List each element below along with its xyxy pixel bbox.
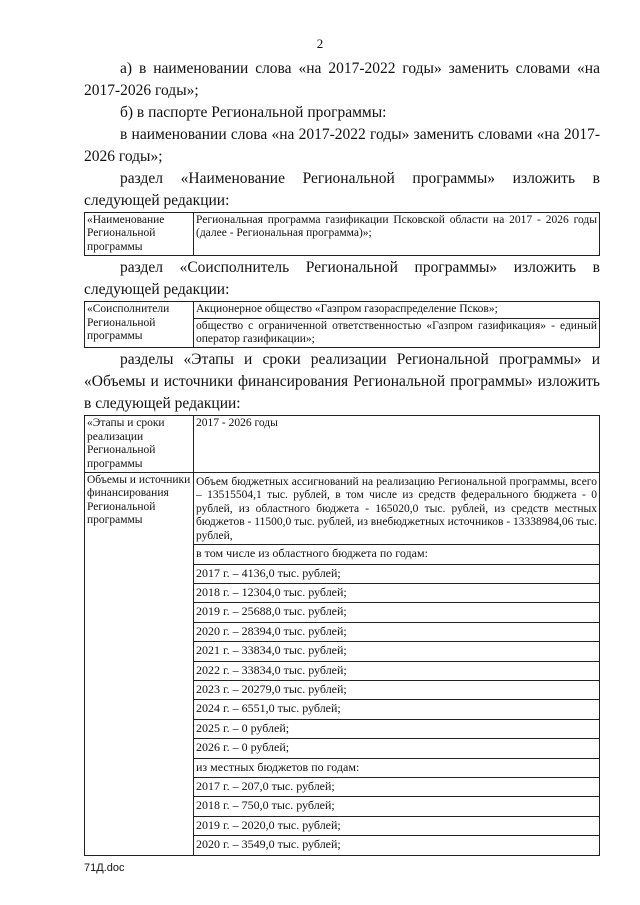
- footer-filename: 71Д.doc: [84, 862, 125, 874]
- regional-year-item: 2022 г. – 33834,0 тыс. рублей;: [194, 662, 599, 681]
- local-budget-heading: из местных бюджетов по годам:: [194, 759, 599, 778]
- table2-left-cell: «Соисполнители Региональной программы: [85, 302, 194, 348]
- paragraph-section-stages-funding: разделы «Этапы и сроки реализации Региональной программы» и «Объемы и источники финансирования Региональной программы» изложить в следующей редакции:: [84, 351, 600, 413]
- table3-funding-left: Объемы и источники финансирования Региональной программы: [85, 473, 194, 856]
- local-year-item: 2017 г. – 207,0 тыс. рублей;: [194, 778, 599, 797]
- regional-year-item: 2018 г. – 12304,0 тыс. рублей;: [194, 584, 599, 603]
- regional-year-item: 2024 г. – 6551,0 тыс. рублей;: [194, 700, 599, 719]
- regional-year-item: 2021 г. – 33834,0 тыс. рублей;: [194, 642, 599, 661]
- table-coexecutors: [84, 301, 600, 348]
- regional-year-item: 2020 г. – 28394,0 тыс. рублей;: [194, 623, 599, 642]
- table3-funding-right: [194, 473, 600, 856]
- paragraph-section-coexecutor: раздел «Соисполнитель Региональной программы» изложить в следующей редакции:: [84, 259, 600, 299]
- paragraph-a: а) в наименовании слова «на 2017-2022 годы» заменить словами «на 2017-2026 годы»;: [84, 60, 600, 99]
- paragraph-b: б) в паспорте Региональной программы:: [120, 104, 387, 121]
- table3-stages-right: 2017 - 2026 годы: [194, 416, 600, 473]
- local-year-item: 2020 г. – 3549,0 тыс. рублей;: [196, 837, 341, 852]
- funding-intro: Объем бюджетных ассигнований на реализацию Региональной программы, всего – 13515504,1 тыс. рублей, в том числе из средств федерального бюджета - 0 рублей, из областного бюджета - 165020,0 тыс. рублей, из средств местных бюджетов - 11500,0 тыс. рублей, из внебюджетных источников - 13338984,06 тыс. рублей,: [194, 473, 599, 545]
- regional-year-item: 2025 г. – 0 рублей;: [194, 720, 599, 739]
- regional-year-item: 2017 г. – 4136,0 тыс. рублей;: [194, 565, 599, 584]
- coexecutor-1: Акционерное общество «Газпром газораспределение Псков»;: [194, 302, 599, 318]
- local-year-item: 2018 г. – 750,0 тыс. рублей;: [194, 797, 599, 816]
- table2-right-cell: [194, 302, 600, 348]
- local-year-item: 2019 г. – 2020,0 тыс. рублей;: [194, 817, 599, 836]
- paragraph-section-name: раздел «Наименование Региональной программы» изложить в следующей редакции:: [84, 170, 600, 209]
- regional-budget-heading: в том числе из областного бюджета по годам:: [194, 545, 599, 564]
- coexecutor-2: общество с ограниченной ответственностью «Газпром газификация» - единый оператор газификации»;: [196, 319, 597, 346]
- table3-stages-left: «Этапы и сроки реализации Региональной программы: [85, 416, 194, 473]
- table1-right-cell: Региональная программа газификации Псковской области на 2017 - 2026 годы (далее - Региональная программа)»;: [194, 213, 600, 256]
- regional-year-item: 2023 г. – 20279,0 тыс. рублей;: [194, 681, 599, 700]
- page-number: 2: [316, 36, 324, 51]
- regional-year-item: 2026 г. – 0 рублей;: [194, 739, 599, 758]
- table-stages-funding: [84, 415, 600, 855]
- document-body: [84, 58, 600, 856]
- table-program-name: [84, 212, 600, 256]
- paragraph-b1: в наименовании слова «на 2017-2022 годы» заменить словами «на 2017-2026 годы»;: [84, 126, 600, 165]
- table1-left-cell: «Наименование Региональной программы: [85, 213, 194, 256]
- regional-year-item: 2019 г. – 25688,0 тыс. рублей;: [194, 603, 599, 622]
